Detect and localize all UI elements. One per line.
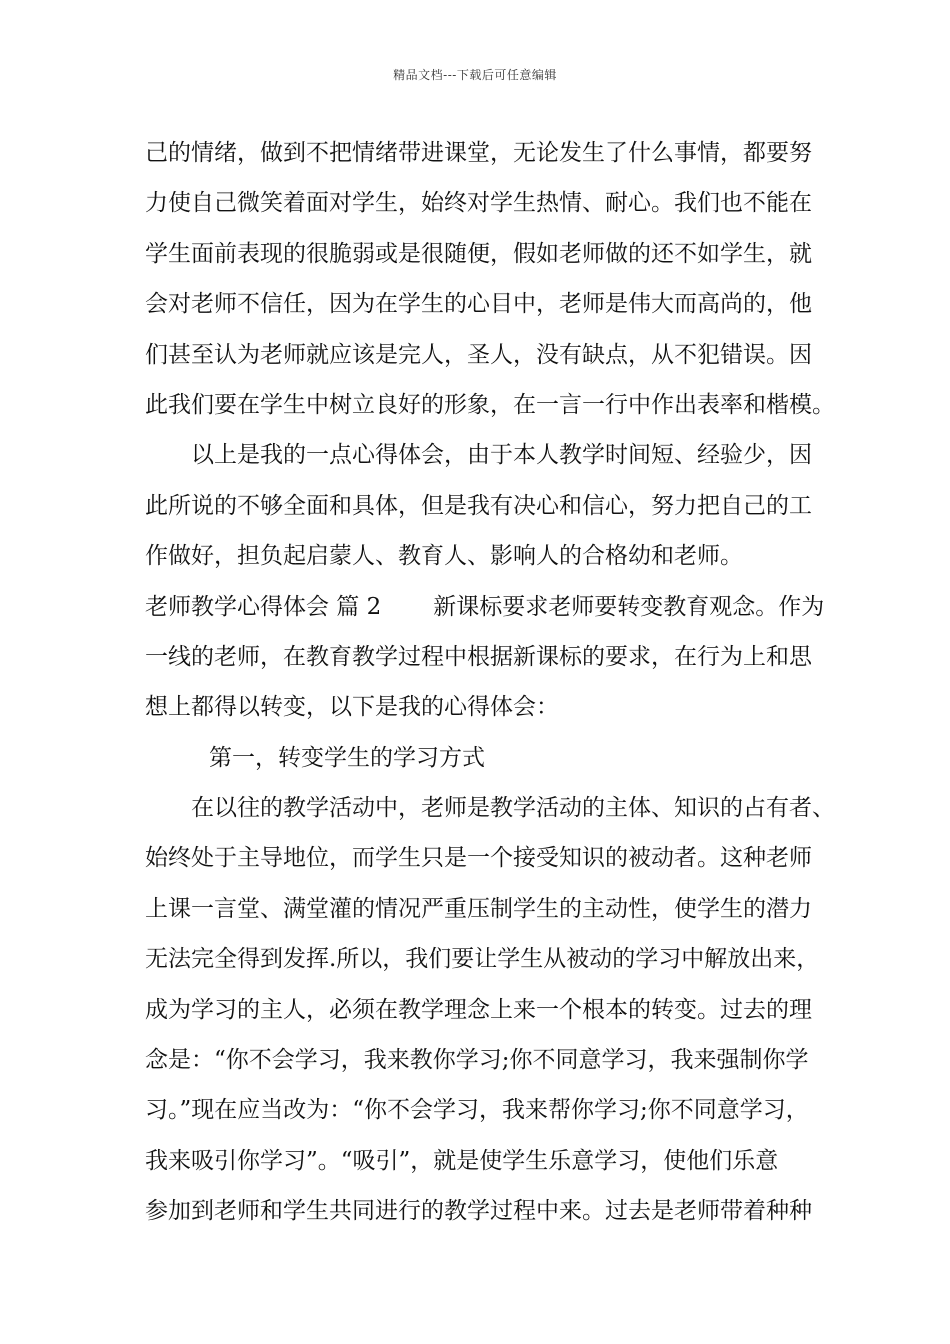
page-header: 精品文档---下载后可任意编辑 xyxy=(393,68,557,82)
text-line: 在以往的教学活动中，老师是教学活动的主体、知识的占有者、 xyxy=(191,795,835,822)
text-line: 成为学习的主人，必须在教学理念上来一个根本的转变。过去的理 xyxy=(145,996,812,1023)
text-line: 力使自己微笑着面对学生，始终对学生热情、耐心。我们也不能在 xyxy=(145,190,812,217)
text-line: 我来吸引你学习”。“吸引”，就是使学生乐意学习，使他们乐意 xyxy=(145,1147,779,1174)
document-body xyxy=(145,128,835,1237)
text-line: 无法完全得到发挥.所以，我们要让学生从被动的学习中解放出来， xyxy=(145,946,820,973)
text-line: 参加到老师和学生共同进行的教学过程中来。过去是老师带着种种 xyxy=(145,1198,812,1225)
text-line: 习。”现在应当改为：“你不会学习，我来帮你学习;你不同意学习， xyxy=(145,1097,809,1124)
text-line: 此我们要在学生中树立良好的形象，在一言一行中作出表率和楷模。 xyxy=(145,391,835,418)
text-line: 作做好，担负起启蒙人、教育人、影响人的合格幼和老师。 xyxy=(145,543,743,570)
text-line: 新课标要求老师要转变教育观念。作为 xyxy=(433,593,825,620)
text-line: 一线的老师，在教育教学过程中根据新课标的要求，在行为上和思 xyxy=(145,643,812,670)
text-line: 以上是我的一点心得体会，由于本人教学时间短、经验少，因 xyxy=(191,442,812,469)
text-line: 上课一言堂、满堂灌的情况严重压制学生的主动性，使学生的潜力 xyxy=(145,895,812,922)
text-line: 们甚至认为老师就应该是完人，圣人，没有缺点，从不犯错误。因 xyxy=(145,341,812,368)
text-line: 会对老师不信任，因为在学生的心目中，老师是伟大而高尚的，他 xyxy=(145,291,812,318)
subheading-line: 第一，转变学生的学习方式 xyxy=(209,744,485,771)
text-line: 念是：“你不会学习，我来教你学习;你不同意学习，我来强制你学 xyxy=(145,1047,809,1074)
text-line: 学生面前表现的很脆弱或是很随便，假如老师做的还不如学生，就 xyxy=(145,240,812,267)
text-line: 己的情绪，做到不把情绪带进课堂，无论发生了什么事情，都要努 xyxy=(145,140,812,166)
text-line: 始终处于主导地位，而学生只是一个接受知识的被动者。这种老师 xyxy=(145,845,812,872)
text-line: 此所说的不够全面和具体，但是我有决心和信心，努力把自己的工 xyxy=(145,492,812,519)
section-heading-line xyxy=(145,582,825,632)
text-line: 想上都得以转变，以下是我的心得体会： xyxy=(145,694,559,721)
section-heading: 老师教学心得体会 篇 2 xyxy=(145,593,382,620)
